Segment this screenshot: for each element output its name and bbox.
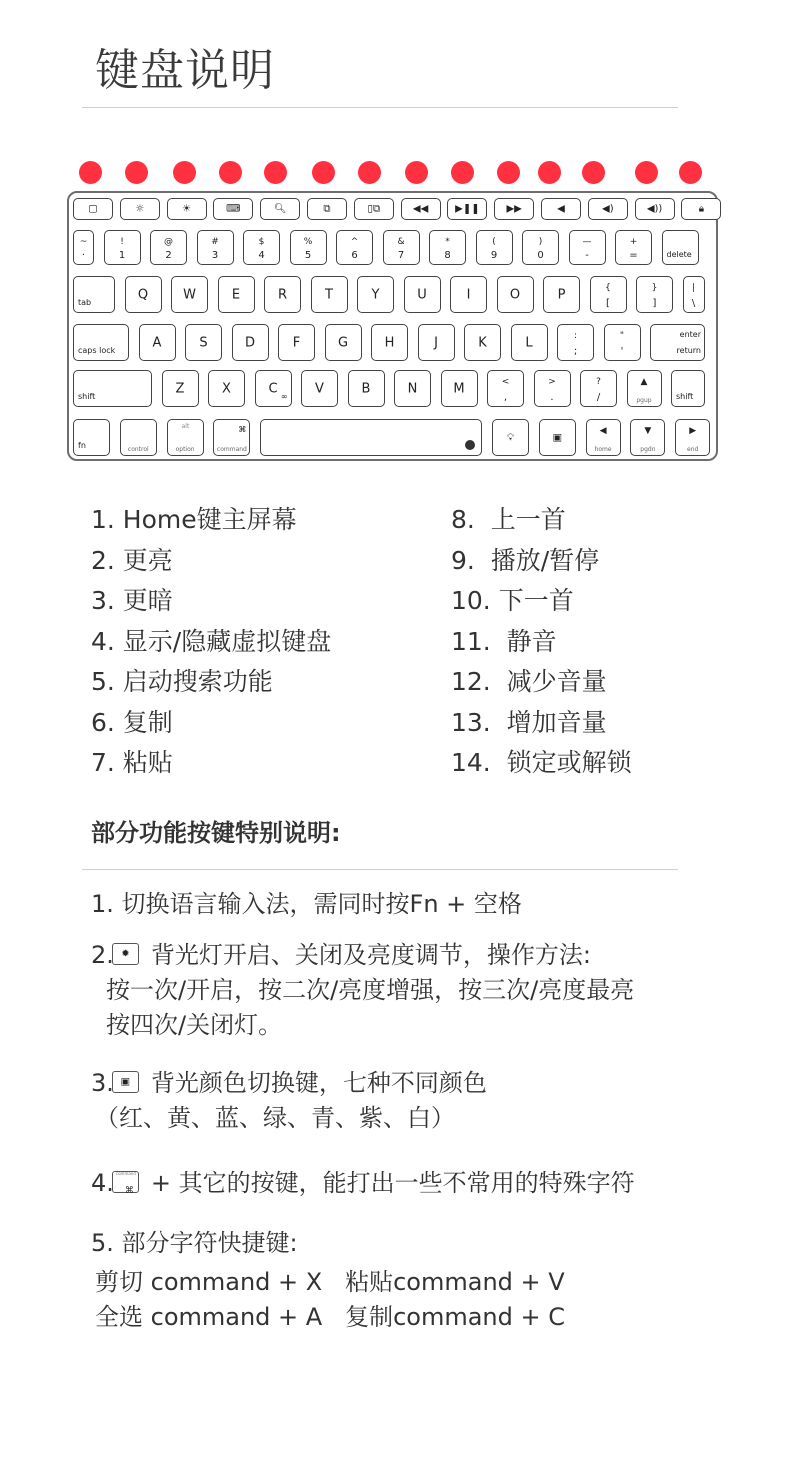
play-pause-icon: ▶❚❚ xyxy=(455,203,480,215)
key-,[interactable] xyxy=(487,370,524,407)
key-shift-label: % xyxy=(303,237,313,247)
key-label: 6 xyxy=(351,250,358,261)
key-shift-label: | xyxy=(691,283,696,293)
backlight-icon: 💡︎ xyxy=(507,432,514,443)
key-lock[interactable] xyxy=(681,198,721,220)
key-delete[interactable] xyxy=(662,230,699,265)
key-shift-label: ? xyxy=(596,377,601,387)
key-=[interactable] xyxy=(615,230,652,265)
key-label: V xyxy=(315,381,324,396)
callout-dot-10 xyxy=(497,161,520,184)
function-item-11: 11. 静音 xyxy=(451,626,557,656)
key-space[interactable] xyxy=(260,419,482,456)
key-prev[interactable] xyxy=(401,198,441,220)
key-shift[interactable] xyxy=(73,370,152,407)
note-5-line-1: 5. 部分字符快捷键: xyxy=(91,1229,298,1257)
note-2-line-2: 按一次/开启，按二次/亮度增强，按三次/亮度最亮 xyxy=(106,976,635,1004)
key-shift-label: : xyxy=(573,331,578,341)
function-item-14: 14. 锁定或解锁 xyxy=(451,748,632,777)
key-4[interactable] xyxy=(243,230,280,265)
key-label: N xyxy=(407,381,418,396)
key-label: 8 xyxy=(444,250,451,261)
backlight-color-icon: ▣ xyxy=(552,432,563,443)
key-shift-label: ! xyxy=(120,237,124,247)
key-label: = xyxy=(629,250,638,261)
note-3-line-2: （红、黄、蓝、绿、青、紫、白） xyxy=(95,1104,455,1132)
key-shift-label: } xyxy=(651,283,658,293)
key-label: F xyxy=(292,335,301,350)
key-label: pgdn xyxy=(640,446,656,453)
note-5 xyxy=(91,1226,565,1335)
arrow-icon: ▶ xyxy=(689,426,697,436)
key-label: shift xyxy=(676,392,694,401)
key-v[interactable] xyxy=(301,370,338,407)
key-label: [ xyxy=(606,298,610,309)
command-icon: ⌘ xyxy=(238,425,247,434)
title-divider xyxy=(82,107,678,108)
key-5[interactable] xyxy=(290,230,327,265)
key-paste[interactable] xyxy=(354,198,394,220)
key-e[interactable] xyxy=(218,276,255,313)
next-track-icon: ▶▶ xyxy=(506,203,522,215)
key-label: enter xyxy=(679,330,701,339)
callout-dot-2 xyxy=(125,161,148,184)
function-item-3: 3. 更暗 xyxy=(91,586,173,615)
key-label: M xyxy=(453,381,465,396)
note-2-line-3: 按四次/关闭灯。 xyxy=(106,1011,283,1039)
key-label: R xyxy=(277,287,288,302)
key-9[interactable] xyxy=(476,230,513,265)
key-h[interactable] xyxy=(371,324,408,361)
key-vol-down[interactable] xyxy=(588,198,628,220)
key-label: - xyxy=(585,250,589,261)
key-label: B xyxy=(361,381,371,396)
key-label: Y xyxy=(371,287,380,302)
key-label: tab xyxy=(78,298,92,307)
key-\[interactable] xyxy=(683,276,705,313)
key-label: W xyxy=(183,287,196,302)
key-w[interactable] xyxy=(171,276,208,313)
callout-dot-7 xyxy=(358,161,381,184)
key-label: control xyxy=(127,446,149,453)
key-b[interactable] xyxy=(348,370,385,407)
key-y[interactable] xyxy=(357,276,394,313)
function-item-12: 12. 减少音量 xyxy=(451,667,607,696)
key-label: 1 xyxy=(118,250,126,261)
function-item-1: 1. Home键主屏幕 xyxy=(91,505,297,534)
key-s[interactable] xyxy=(185,324,222,361)
copy-icon: ⧉ xyxy=(323,203,331,215)
function-list-left xyxy=(91,500,331,784)
key-home[interactable] xyxy=(586,419,621,456)
key-·[interactable] xyxy=(73,230,94,265)
key-shift-label: { xyxy=(605,283,611,293)
note-4 xyxy=(91,1166,635,1201)
note-4-number: 4. xyxy=(91,1169,114,1197)
note-2 xyxy=(91,938,634,1043)
callout-dot-13 xyxy=(635,161,658,184)
key-shift-label: & xyxy=(397,237,405,247)
key-backlight[interactable] xyxy=(492,419,529,456)
key-t[interactable] xyxy=(311,276,348,313)
key-shift-label: — xyxy=(582,237,592,247)
key-x[interactable] xyxy=(208,370,245,407)
key-shift-label: > xyxy=(548,377,556,387)
volume-down-icon: ◀) xyxy=(602,203,614,215)
function-item-7: 7. 粘贴 xyxy=(91,748,173,777)
key-shift-label: ( xyxy=(492,237,496,247)
key-label: shift xyxy=(78,392,96,401)
key-d[interactable] xyxy=(232,324,269,361)
backlight-color-key-icon: ▣ xyxy=(112,1071,139,1093)
key-label: 4 xyxy=(258,250,265,261)
key-label: U xyxy=(417,287,427,302)
key-label: delete xyxy=(666,250,692,259)
key-copy[interactable] xyxy=(307,198,347,220)
key-virtual-keyboard[interactable] xyxy=(213,198,253,220)
key-2[interactable] xyxy=(150,230,187,265)
function-item-4: 4. 显示/隐藏虚拟键盘 xyxy=(91,626,332,656)
key-fn[interactable] xyxy=(73,419,110,456)
key-next[interactable] xyxy=(494,198,534,220)
backlight-key-icon: ✹ xyxy=(112,943,139,965)
note-2-number: 2. xyxy=(91,941,114,969)
search-icon: 🔍︎ xyxy=(273,203,287,215)
key-label: return xyxy=(676,346,701,355)
key-shift-label: + xyxy=(629,237,638,247)
key-label: J xyxy=(434,335,438,350)
section-divider xyxy=(82,869,678,870)
note-3-line-1: 背光颜色切换键，七种不同颜色 xyxy=(150,1069,487,1097)
key-label: 9 xyxy=(490,250,498,261)
key-tab[interactable] xyxy=(73,276,115,313)
key-g[interactable] xyxy=(325,324,362,361)
key-o[interactable] xyxy=(497,276,534,313)
key-shift-label: # xyxy=(211,237,219,247)
function-item-5: 5. 启动搜索功能 xyxy=(91,667,273,696)
key-a[interactable] xyxy=(139,324,176,361)
home-icon: ▢ xyxy=(88,203,98,215)
brightness-up-icon: ☼ xyxy=(135,203,145,215)
key-'[interactable] xyxy=(604,324,641,361)
keyboard-icon: ⌨ xyxy=(226,203,241,215)
key-search[interactable] xyxy=(260,198,300,220)
function-item-6: 6. 复制 xyxy=(91,707,173,737)
key-brightness-down[interactable] xyxy=(167,198,207,220)
key-shift-label: ^ xyxy=(350,237,359,247)
key-i[interactable] xyxy=(450,276,487,313)
callout-dot-5 xyxy=(264,161,287,184)
key-p[interactable] xyxy=(543,276,580,313)
key-label: ; xyxy=(573,346,578,357)
key-shift-label: ) xyxy=(538,237,543,247)
key-shift-label: " xyxy=(619,331,625,341)
keyboard-diagram xyxy=(67,191,718,461)
key-label: P xyxy=(557,287,566,302)
note-1: 1. 切换语言输入法，需同时按Fn + 空格 xyxy=(91,890,522,918)
callout-dot-14 xyxy=(679,161,702,184)
key-q[interactable] xyxy=(125,276,162,313)
callout-dot-1 xyxy=(79,161,102,184)
key-home[interactable] xyxy=(73,198,113,220)
callout-dot-12 xyxy=(582,161,605,184)
key-1[interactable] xyxy=(104,230,141,265)
key-label: home xyxy=(594,446,612,453)
callout-dot-11 xyxy=(538,161,561,184)
note-4-line-1: + 其它的按键，能打出一些不常用的特殊字符 xyxy=(150,1169,635,1197)
key-brightness-up[interactable] xyxy=(120,198,160,220)
key-label: end xyxy=(687,446,699,453)
key-label: ] xyxy=(652,298,657,309)
key-label: Z xyxy=(175,381,185,396)
key-label: O xyxy=(509,287,521,302)
key-label: , xyxy=(503,392,508,403)
callout-dot-8 xyxy=(405,161,428,184)
key-/[interactable] xyxy=(580,370,617,407)
key-label: 2 xyxy=(165,250,172,261)
key-label: I xyxy=(466,287,471,302)
key-label: · xyxy=(81,250,86,261)
key-label: 3 xyxy=(211,250,219,261)
key-label: command xyxy=(216,446,247,453)
key-z[interactable] xyxy=(162,370,199,407)
key-m[interactable] xyxy=(441,370,478,407)
key-k[interactable] xyxy=(464,324,501,361)
key-label: ' xyxy=(620,346,624,357)
key-label: \ xyxy=(691,298,696,309)
key-label: H xyxy=(384,335,395,350)
callout-dot-3 xyxy=(173,161,196,184)
key-shift-label: $ xyxy=(258,237,265,247)
key-label: X xyxy=(222,381,231,396)
key-pgup[interactable] xyxy=(627,370,662,407)
key-r[interactable] xyxy=(264,276,301,313)
key-label: option xyxy=(175,446,195,453)
function-item-13: 13. 增加音量 xyxy=(451,707,607,737)
shortcut-selectall-copy: 全选 command + A 复制command + C xyxy=(95,1303,566,1331)
key-command[interactable] xyxy=(213,419,250,456)
special-keys-heading: 部分功能按键特别说明: xyxy=(91,819,341,847)
key-label: / xyxy=(596,392,601,403)
callout-dot-6 xyxy=(312,161,335,184)
link-icon: ∞ xyxy=(280,392,288,401)
key-label: L xyxy=(525,335,533,350)
arrow-icon: ◀ xyxy=(599,426,607,436)
key-;[interactable] xyxy=(557,324,594,361)
key-[[interactable] xyxy=(590,276,627,313)
key-l[interactable] xyxy=(511,324,548,361)
callout-dot-4 xyxy=(219,161,242,184)
key-0[interactable] xyxy=(522,230,559,265)
note-3-number: 3. xyxy=(91,1069,114,1097)
function-item-9: 9. 播放/暂停 xyxy=(451,545,600,575)
key-j[interactable] xyxy=(418,324,455,361)
key-label: A xyxy=(152,335,162,350)
lock-icon: 🔒︎ xyxy=(698,203,705,215)
key-label: S xyxy=(199,335,208,350)
key-option[interactable] xyxy=(167,419,204,456)
key-shift[interactable] xyxy=(671,370,705,407)
callout-dot-9 xyxy=(451,161,474,184)
key-3[interactable] xyxy=(197,230,234,265)
key-enter[interactable] xyxy=(650,324,705,361)
function-list-right xyxy=(451,500,632,784)
function-item-8: 8. 上一首 xyxy=(451,505,566,534)
key-label: T xyxy=(325,287,333,302)
key--[interactable] xyxy=(569,230,606,265)
function-item-2: 2. 更亮 xyxy=(91,545,173,575)
key-label: K xyxy=(478,335,487,350)
key-shift-label: < xyxy=(501,377,510,387)
key-vol-up[interactable] xyxy=(635,198,675,220)
previous-track-icon: ◀◀ xyxy=(412,203,429,215)
key-control[interactable] xyxy=(120,419,157,456)
key-label: 7 xyxy=(397,250,405,261)
note-2-line-1: 背光灯开启、关闭及亮度调节，操作方法: xyxy=(150,941,591,969)
note-3 xyxy=(91,1066,487,1136)
key-f[interactable] xyxy=(278,324,315,361)
paste-icon: ▯⧉ xyxy=(367,203,381,215)
key-.[interactable] xyxy=(534,370,571,407)
key-caps-lock[interactable] xyxy=(73,324,129,361)
key-label: fn xyxy=(78,441,86,450)
command-key-icon: ⌘ command xyxy=(112,1171,139,1193)
key-label: pgup xyxy=(636,397,652,404)
mute-icon: ◀ xyxy=(557,203,565,215)
function-item-10: 10. 下一首 xyxy=(451,586,574,615)
key-label: C xyxy=(268,381,278,396)
key-6[interactable] xyxy=(336,230,373,265)
key-label: caps lock xyxy=(78,346,116,355)
key-n[interactable] xyxy=(394,370,431,407)
brightness-down-icon: ☀ xyxy=(182,203,192,215)
key-c[interactable] xyxy=(255,370,292,407)
key-shift-label: @ xyxy=(164,237,173,247)
key-mute[interactable] xyxy=(541,198,581,220)
key-label: . xyxy=(550,392,554,403)
page-title: 键盘说明 xyxy=(95,45,275,96)
key-8[interactable] xyxy=(429,230,466,265)
arrow-icon: ▲ xyxy=(640,377,648,387)
key-label: E xyxy=(231,287,241,302)
key-shift-label: * xyxy=(445,237,450,247)
key-][interactable] xyxy=(636,276,673,313)
key-label: 5 xyxy=(304,250,312,261)
key-backlight-color[interactable] xyxy=(539,419,576,456)
key-shift-label: ~ xyxy=(79,237,88,247)
key-label: 0 xyxy=(537,250,544,261)
key-label: Q xyxy=(137,287,149,302)
key-7[interactable] xyxy=(383,230,420,265)
key-label: G xyxy=(337,335,349,350)
callout-dots xyxy=(78,161,710,185)
shortcut-cut-paste: 剪切 command + X 粘贴command + V xyxy=(95,1268,565,1296)
key-alt-label: alt xyxy=(181,423,190,430)
key-label: D xyxy=(244,335,255,350)
key-play[interactable] xyxy=(447,198,487,220)
volume-up-icon: ◀)) xyxy=(646,203,663,215)
arrow-icon: ▼ xyxy=(644,426,652,436)
globe-icon xyxy=(465,440,475,450)
key-pgdn[interactable] xyxy=(630,419,665,456)
key-u[interactable] xyxy=(404,276,441,313)
key-end[interactable] xyxy=(675,419,710,456)
